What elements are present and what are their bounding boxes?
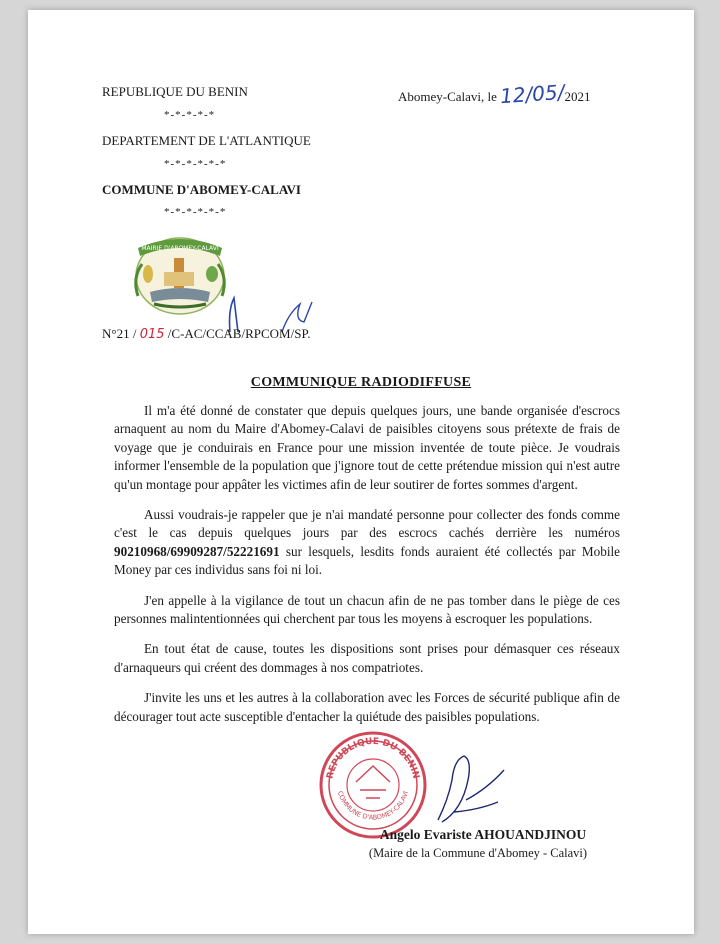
paragraph — [114, 506, 620, 580]
svg-text:COMMUNE D'ABOMEY-CALAVI — [336, 790, 410, 822]
paragraph-text: Aussi voudrais-je rappeler que je n'ai mandaté personne pour collecter des fonds comme c'est le cas depuis quelques jours par des escrocs cachés derrière les numéros — [114, 507, 620, 541]
paragraph-text: sur lesquels, lesdits fonds auraient été collectés par Mobile Money par ces individus sans foi ni loi. — [114, 543, 620, 578]
header-commune: COMMUNE D'ABOMEY-CALAVI — [102, 182, 301, 197]
signatory-name: Angelo Evariste AHOUANDJINOU — [379, 827, 587, 842]
document-page — [28, 10, 694, 934]
reference-prefix: N°21 / — [102, 326, 137, 341]
reference-line — [102, 326, 310, 343]
reference-suffix: /C-AC/CCAB/RPCOM/SP. — [167, 326, 311, 341]
paragraph: En tout état de cause, toutes les dispositions sont prises pour démasquer ces réseaux d'arnaqueurs qui créent des dommages à nos compatriotes. — [114, 641, 620, 675]
stamp-lower-text: COMMUNE D'ABOMEY-CALAVI — [335, 790, 410, 822]
logo-text: MAIRIE D'ABOMEY-CALAVI — [141, 245, 219, 252]
paragraph: J'en appelle à la vigilance de tout un chacun afin de ne pas tomber dans le piège de ces personnes malintentionnées qui cherchent par tous les moyens à escroquer les populations. — [114, 592, 620, 627]
handwritten-signature — [408, 740, 518, 830]
document-body — [114, 402, 620, 738]
reference-handwritten: 015 — [139, 327, 165, 342]
document-title: COMMUNIQUE RADIODIFFUSE — [250, 375, 472, 390]
date-year: 2021 — [564, 89, 591, 104]
signatory-role: (Maire de la Commune d'Abomey - Calavi) — [368, 846, 588, 860]
date-handwritten: 12/05/ — [499, 79, 566, 109]
date-prefix: Abomey-Calavi, le — [398, 89, 497, 104]
header-republic: REPUBLIQUE DU BENIN — [102, 84, 248, 99]
paragraph: Il m'a été donné de constater que depuis quelques jours, une bande organisée d'escrocs arnaquent au nom du Maire d'Abomey-Calavi de paisibles citoyens sous prétexte de frais de voyage que je conduirais en France pour une mission inventée de toute pièce. Je voudrais informer l'ensemble de la population que j'ignore tout de cette prétendue mission qui n'est autre qu'un montage pour appâter les victimes afin de leur soutirer de fortes sommes d'argent. — [114, 403, 620, 492]
paragraph: J'invite les uns et les autres à la collaboration avec les Forces de sécurité publique afin de décourager tout acte susceptible d'entacher la quiétude des paisibles populations. — [114, 690, 620, 724]
date-line — [398, 79, 591, 109]
header-separator: *-*-*-*-*-* — [164, 206, 227, 218]
header-separator: *-*-*-*-* — [164, 109, 216, 121]
phone-numbers: 90210968/69909287/52221691 — [114, 543, 280, 559]
stamp-outer-text: REPUBLIQUE DU BENIN — [325, 736, 421, 780]
header-separator: *-*-*-*-*-* — [164, 158, 227, 170]
header-department: DEPARTEMENT DE L'ATLANTIQUE — [102, 133, 311, 148]
